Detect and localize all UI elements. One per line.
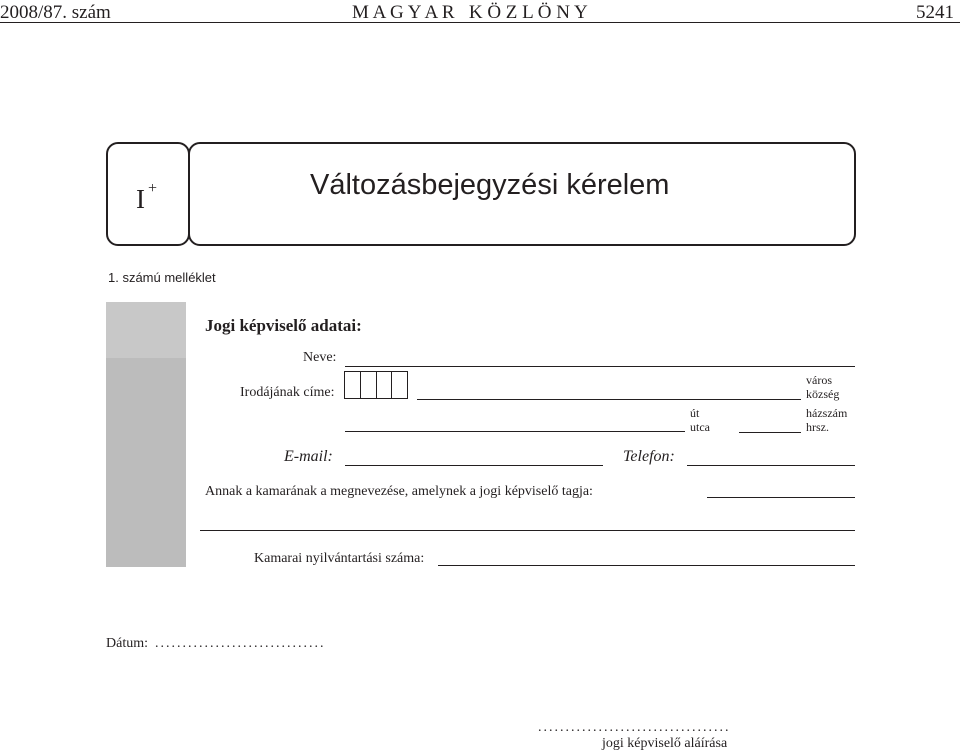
- postal-code-digit[interactable]: [377, 372, 393, 398]
- issue-number: 2008/87. szám: [0, 2, 111, 23]
- annex-label: 1. számú melléklet: [108, 270, 216, 285]
- form-code-letter: I: [136, 184, 145, 214]
- date-field[interactable]: ...............................: [155, 636, 326, 651]
- house-number-field[interactable]: [739, 432, 801, 433]
- journal-title: M A G Y A R K Ö Z L Ö N Y: [352, 2, 588, 23]
- section-title: Jogi képviselő adatai:: [205, 316, 362, 335]
- city-label-village: község: [806, 387, 840, 401]
- street-label-street: utca: [690, 420, 710, 434]
- form-title: Változásbejegyzési kérelem: [310, 169, 670, 201]
- chamber-field-1[interactable]: [707, 497, 855, 498]
- signature-label: jogi képviselő aláírása: [602, 736, 728, 751]
- address-label: Irodájának címe:: [240, 385, 335, 400]
- street-field[interactable]: [345, 431, 685, 432]
- page-number: 5241: [916, 2, 954, 23]
- email-field[interactable]: [345, 465, 603, 466]
- name-field[interactable]: [345, 366, 855, 367]
- city-field[interactable]: [417, 399, 801, 400]
- header-rule: [0, 22, 960, 23]
- postal-code-digit[interactable]: [392, 372, 407, 398]
- house-label-number: házszám: [806, 406, 848, 420]
- chamber-field-2[interactable]: [200, 530, 855, 531]
- chamber-label: Annak a kamarának a megnevezése, amelynek a jogi képviselő tagja:: [205, 484, 593, 499]
- postal-code-digit[interactable]: [361, 372, 377, 398]
- street-label-road: út: [690, 406, 700, 420]
- phone-label: Telefon:: [623, 448, 675, 465]
- postal-code-boxes[interactable]: [344, 371, 408, 399]
- date-label: Dátum:: [106, 636, 148, 651]
- city-label-city: város: [806, 373, 832, 387]
- side-band-shade: [106, 358, 186, 567]
- registry-field[interactable]: [438, 565, 855, 566]
- phone-field[interactable]: [687, 465, 855, 466]
- registry-label: Kamarai nyilvántartási száma:: [254, 551, 425, 566]
- form-code-superscript: +: [148, 180, 158, 197]
- signature-field[interactable]: ...................................: [538, 720, 731, 735]
- form-code-box: [106, 142, 190, 246]
- email-label: E-mail:: [284, 448, 333, 465]
- form-title-box: [188, 142, 856, 246]
- house-label-lot: hrsz.: [806, 420, 829, 434]
- postal-code-digit[interactable]: [345, 372, 361, 398]
- name-label: Neve:: [303, 350, 337, 365]
